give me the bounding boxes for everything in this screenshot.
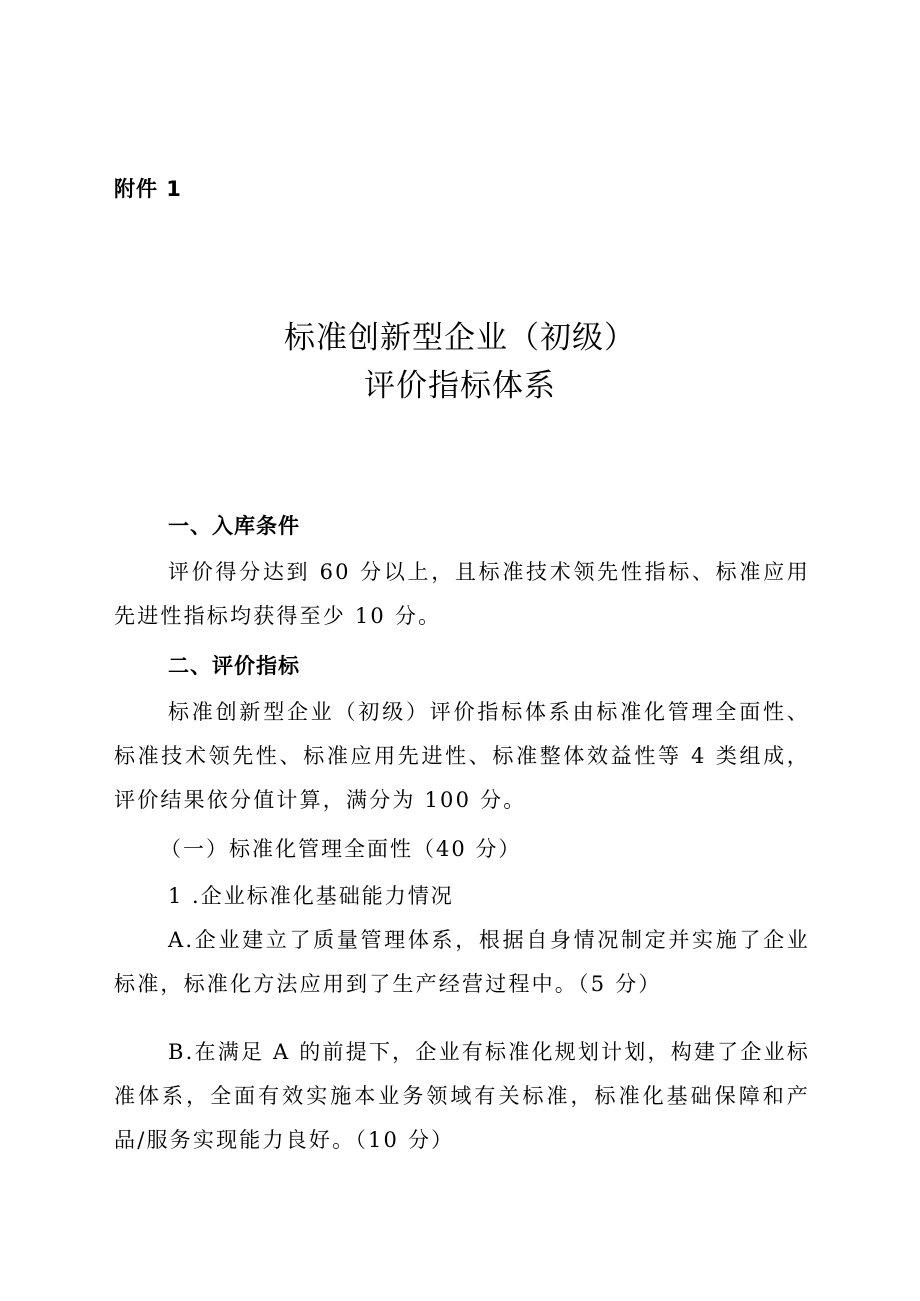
criterion-b xyxy=(114,1030,810,1162)
paragraph-text: 标准创新型企业（初级）评价指标体系由标准化管理全面性、标准技术领先性、标准应用先进性、标准整体效益性等 4 类组成，评价结果依分值计算，满分为 100 分。 xyxy=(114,700,810,812)
item-heading-basic-capability: 1 .企业标准化基础能力情况 xyxy=(168,884,454,908)
criterion-a-text: A.企业建立了质量管理体系，根据自身情况制定并实施了企业标准，标准化方法应用到了生产经营过程中。（5 分） xyxy=(114,928,810,996)
subsection-heading-management: （一）标准化管理全面性（40 分） xyxy=(160,837,522,861)
section-heading-evaluation-indicators: 二、评价指标 xyxy=(168,654,300,678)
document-title-line-2: 评价指标体系 xyxy=(364,368,556,404)
attachment-label: 附件 1 xyxy=(114,177,182,201)
paragraph-text: 评价得分达到 60 分以上，且标准技术领先性指标、标准应用先进性指标均获得至少 10 分。 xyxy=(114,560,810,628)
document-title-line-1: 标准创新型企业（初级） xyxy=(284,320,636,356)
criterion-a xyxy=(114,918,810,1006)
paragraph-evaluation-indicators xyxy=(114,690,810,822)
paragraph-admission-conditions xyxy=(114,550,810,638)
section-heading-admission-conditions: 一、入库条件 xyxy=(168,514,300,538)
criterion-b-text: B.在满足 A 的前提下，企业有标准化规划计划，构建了企业标准体系，全面有效实施本业务领域有关标准，标准化基础保障和产品/服务实现能力良好。（10 分） xyxy=(114,1040,810,1152)
